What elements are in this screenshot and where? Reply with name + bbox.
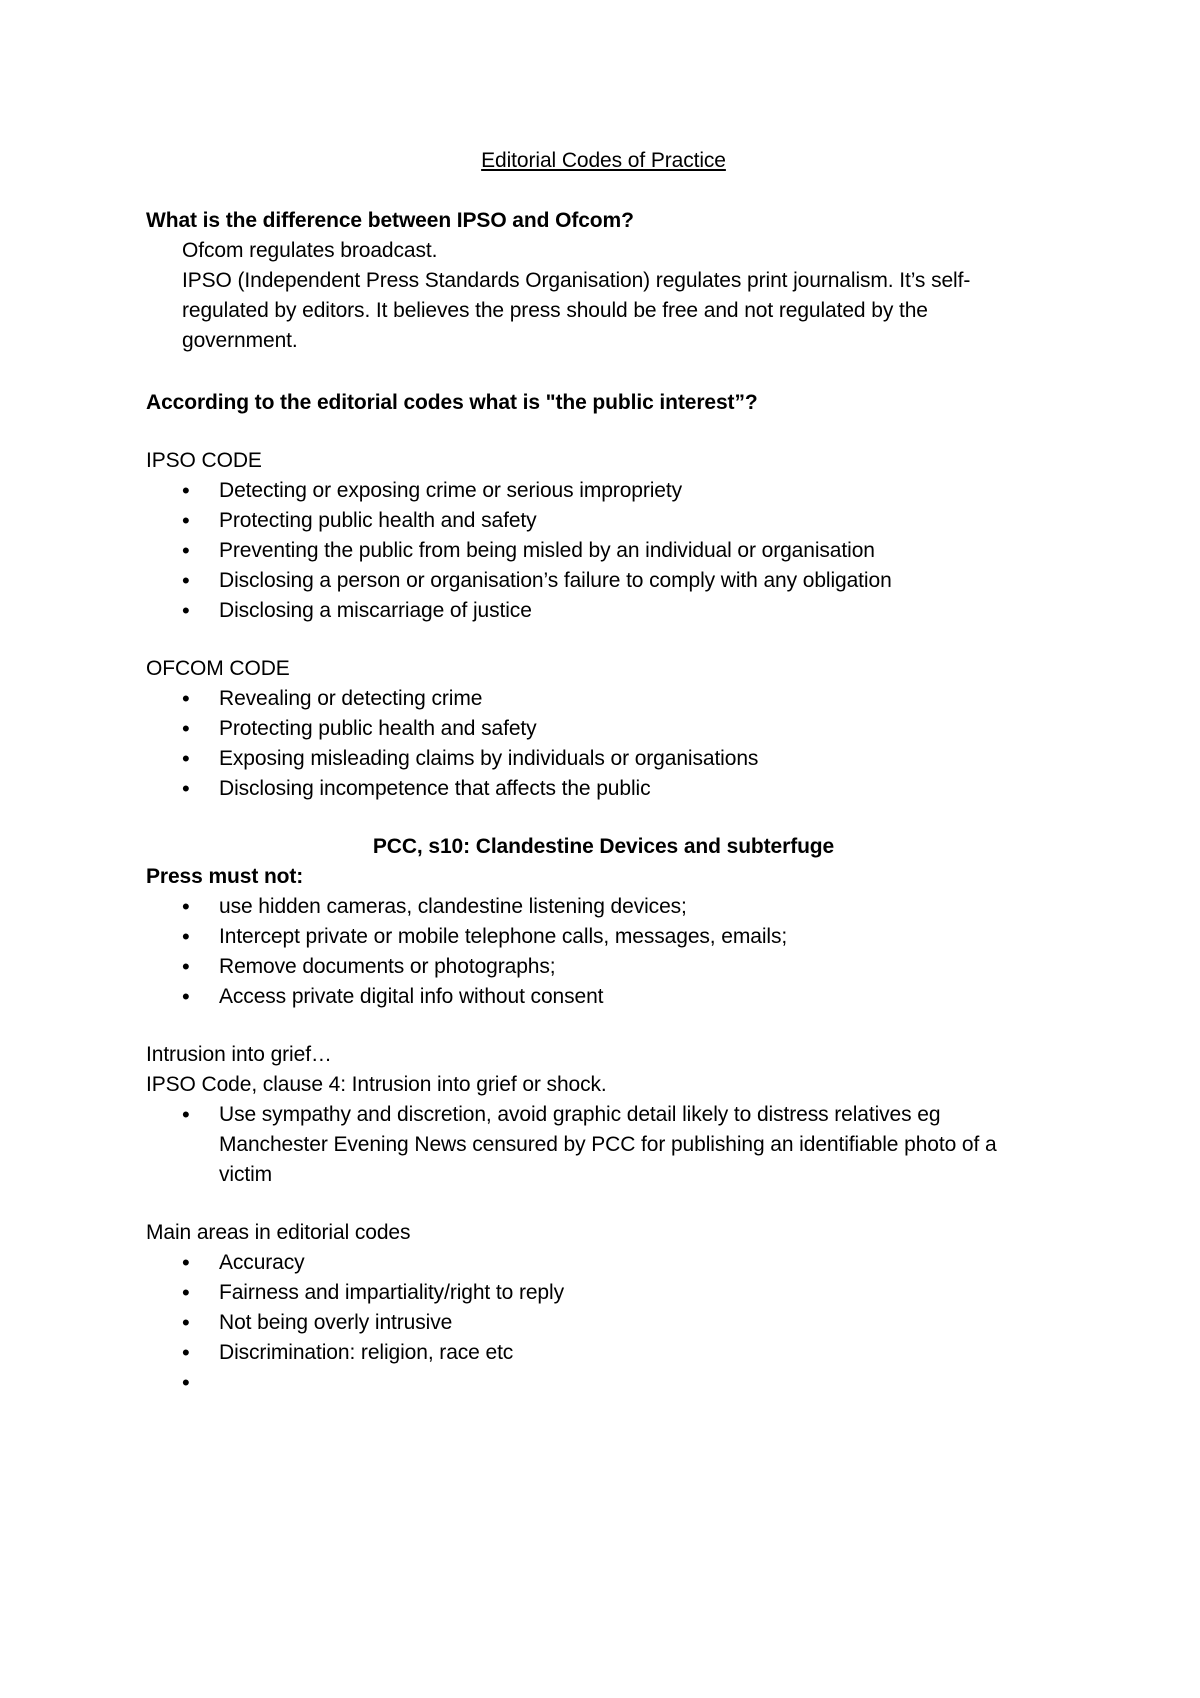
question-public-interest: According to the editorial codes what is "the public interest”? [146,391,758,414]
ipso-code-list [146,476,1076,626]
list-item [146,1100,1076,1190]
list-item: • Access private digital info without consent [146,982,1076,1012]
document-title: Editorial Codes of Practice [481,149,726,172]
list-item: • Fairness and impartiality/right to reply [146,1278,1076,1308]
list-item: • use hidden cameras, clandestine listening devices; [146,892,1076,922]
answer-ipso [146,266,1112,356]
main-areas-section [146,1218,1076,1398]
list-item: • Intercept private or mobile telephone calls, messages, emails; [146,922,1076,952]
ofcom-code-heading: OFCOM CODE [146,657,290,680]
answer-ipso-text: IPSO (Independent Press Standards Organisation) regulates print journalism. It’s self-regulated by editors. It believes the press should be free and not regulated by the government. [182,269,971,352]
grief-clause: IPSO Code, clause 4: Intrusion into grief or shock. [146,1073,607,1096]
ofcom-code-list [146,684,1076,804]
pcc-heading: PCC, s10: Clandestine Devices and subterfuge [372,835,835,858]
list-item: • Not being overly intrusive [146,1308,1076,1338]
answer-ofcom: Ofcom regulates broadcast. [182,239,438,262]
main-areas-list [146,1248,1076,1398]
list-item: • Disclosing incompetence that affects the public [146,774,1076,804]
list-item: • Preventing the public from being misled by an individual or organisation [146,536,1076,566]
list-item: • Protecting public health and safety [146,506,1076,536]
list-item: • Exposing misleading claims by individuals or organisations [146,744,1076,774]
grief-item-text: • Use sympathy and discretion, avoid graphic detail likely to distress relatives eg Manchester Evening News censured by PCC for publishing an identifiable photo of a victim [219,1103,997,1186]
main-areas-heading: Main areas in editorial codes [146,1221,411,1244]
list-item: • Discrimination: religion, race etc [146,1338,1076,1368]
pcc-subheading: Press must not: [146,865,304,888]
grief-list [146,1100,1076,1190]
list-item: • Revealing or detecting crime [146,684,1076,714]
grief-section [146,1040,1076,1190]
pcc-section [146,832,1076,1012]
list-item: • Protecting public health and safety [146,714,1076,744]
ofcom-code-section [146,654,1076,804]
question-ipso-vs-ofcom: What is the difference between IPSO and Ofcom? [146,209,634,232]
ipso-code-section [146,446,1076,626]
list-item: • Accuracy [146,1248,1076,1278]
list-item [146,1368,1076,1398]
list-item: • Remove documents or photographs; [146,952,1076,982]
ipso-code-heading: IPSO CODE [146,449,262,472]
list-item: • Disclosing a miscarriage of justice [146,596,1076,626]
pcc-list [146,892,1076,1012]
list-item: • Detecting or exposing crime or serious impropriety [146,476,1076,506]
list-item: • Disclosing a person or organisation’s failure to comply with any obligation [146,566,1076,596]
grief-heading: Intrusion into grief… [146,1043,332,1066]
